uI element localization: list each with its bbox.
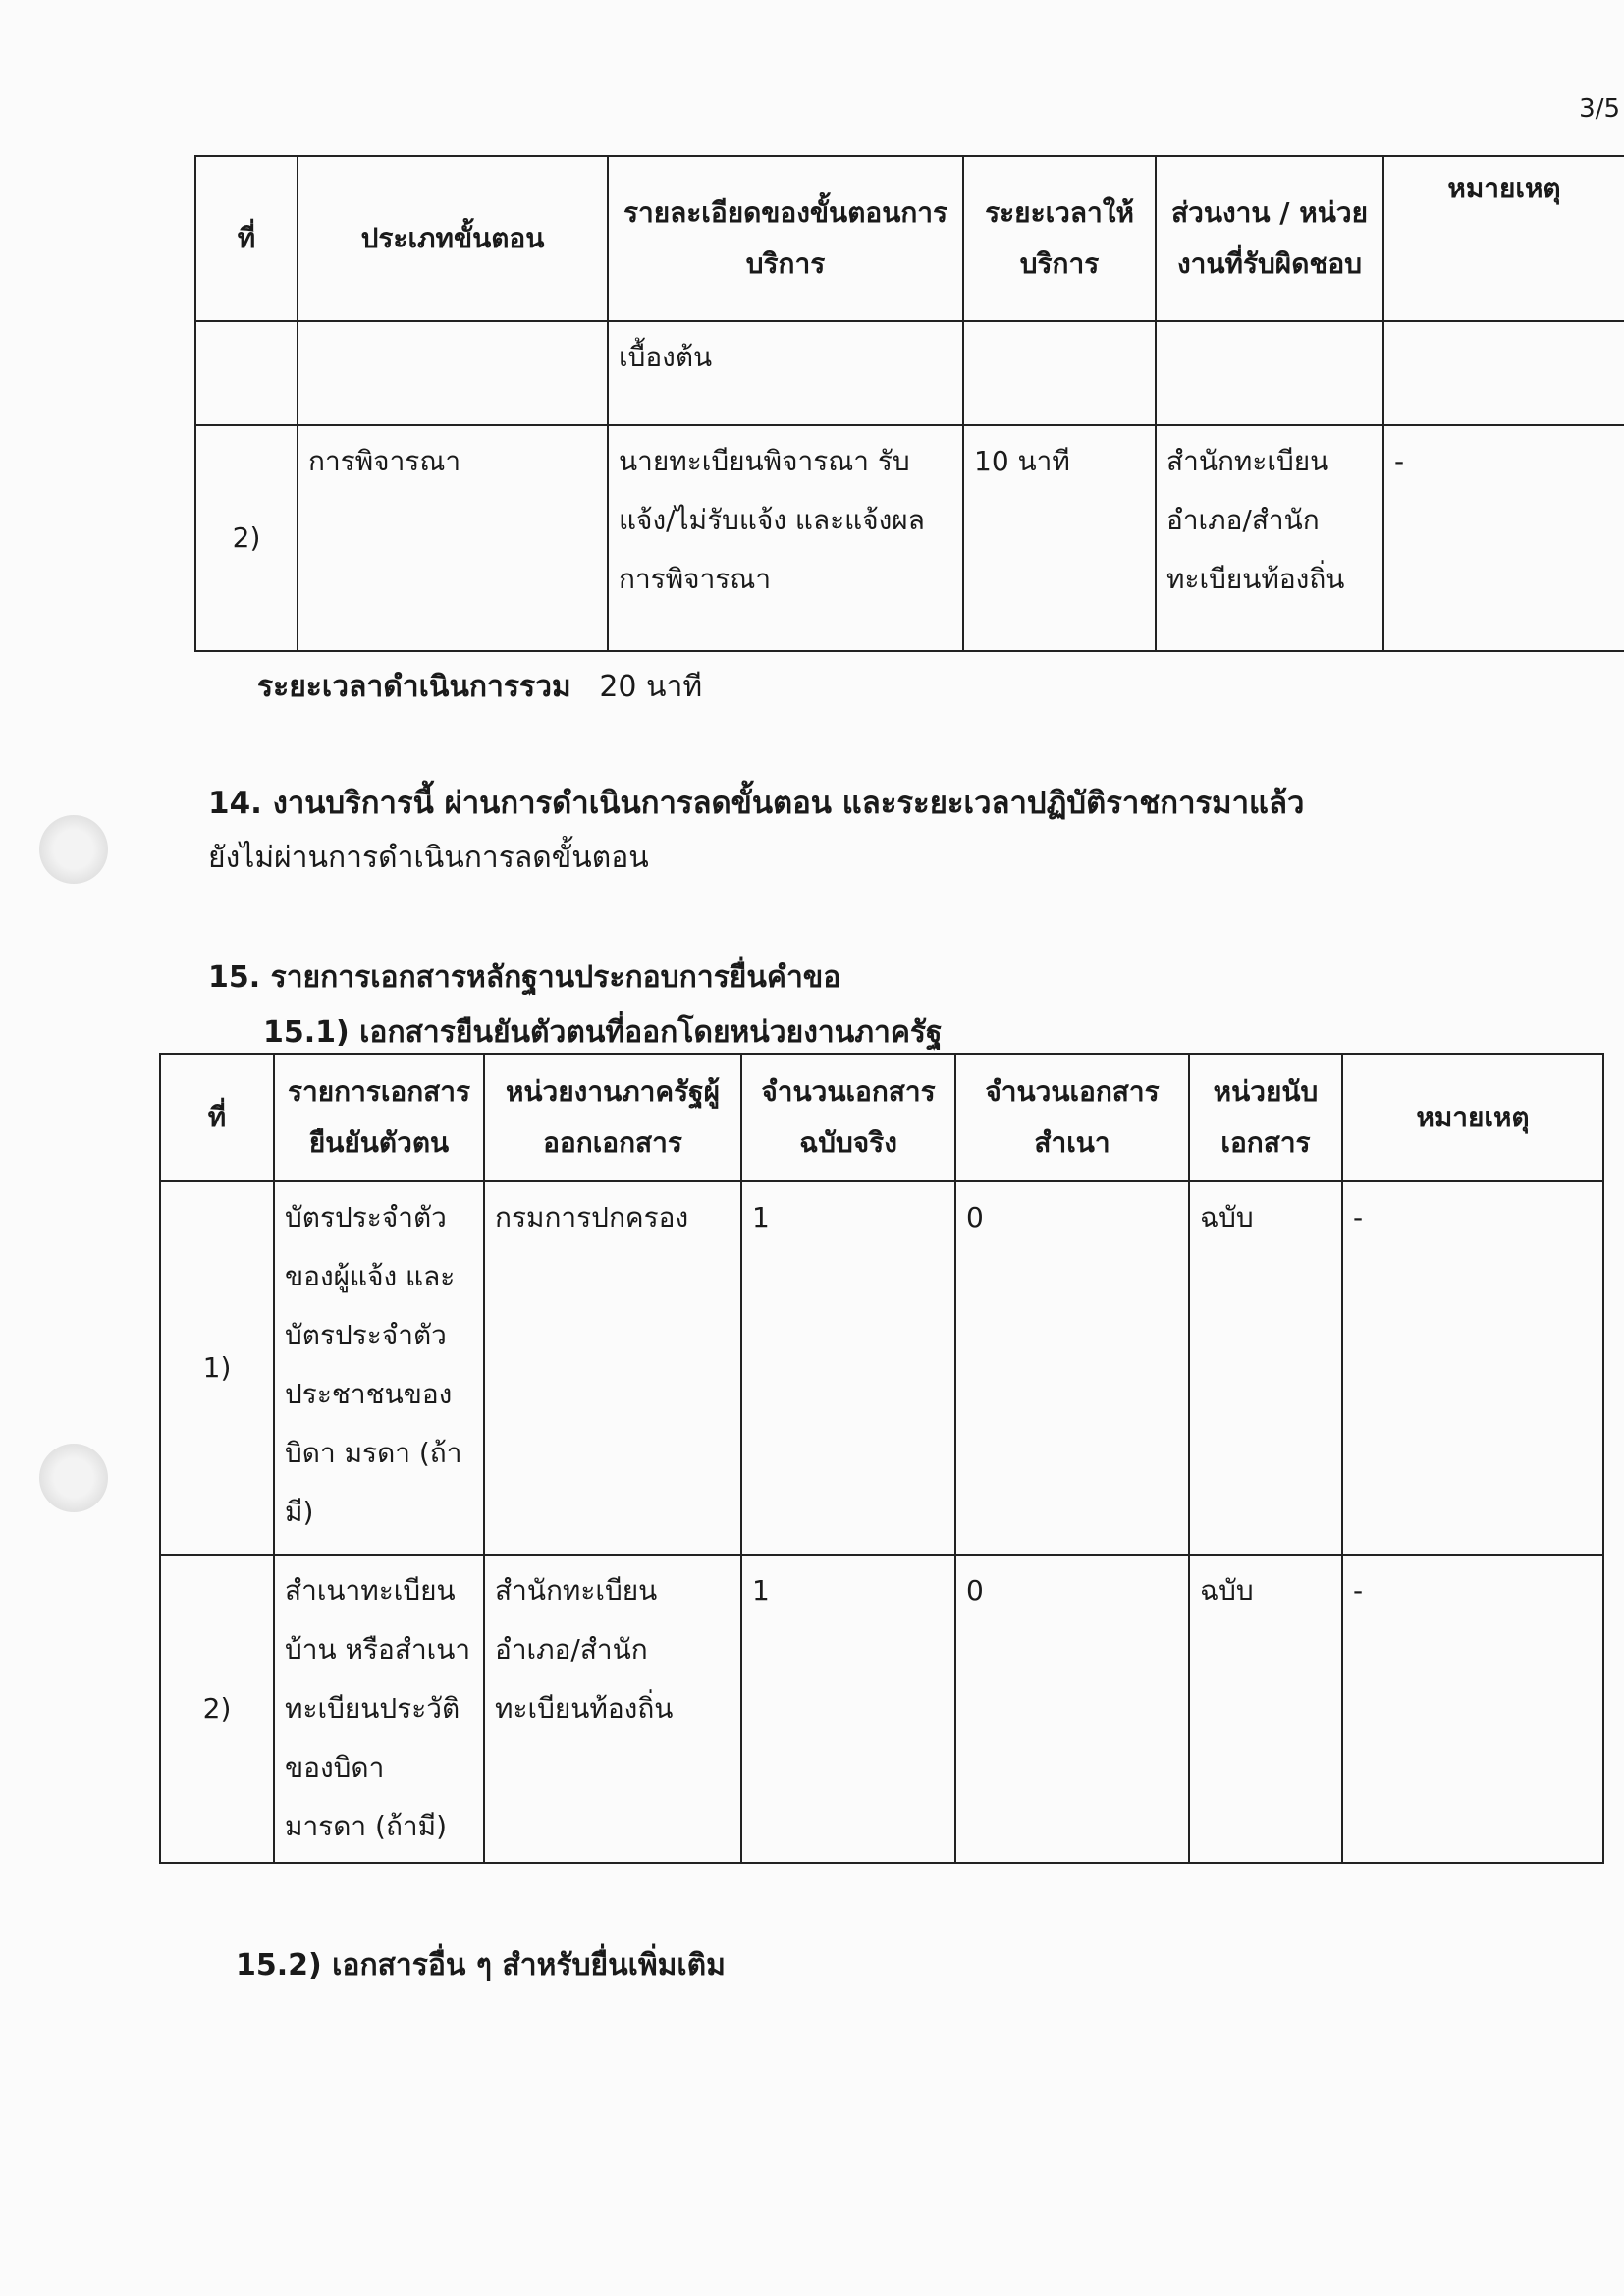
doc-unit: ฉบับ bbox=[1189, 1181, 1342, 1555]
doc-original: 1 bbox=[741, 1181, 955, 1555]
table-header-row bbox=[160, 1054, 1603, 1181]
col-remark-header: หมายเหตุ bbox=[1342, 1054, 1603, 1181]
doc-name: สำเนาทะเบียนบ้าน หรือสำเนาทะเบียนประวัติของบิดา มารดา (ถ้ามี) bbox=[274, 1555, 484, 1863]
col-duration-header: ระยะเวลาให้บริการ bbox=[963, 156, 1156, 321]
col-no-header: ที่ bbox=[160, 1054, 274, 1181]
col-remark-header: หมายเหตุ bbox=[1383, 156, 1624, 321]
doc-no: 2) bbox=[160, 1555, 274, 1863]
total-time-label: ระยะเวลาดำเนินการรวม bbox=[257, 670, 571, 704]
page-number: 3/5 bbox=[1579, 94, 1620, 124]
step-type: การพิจารณา bbox=[298, 425, 608, 651]
table-row bbox=[160, 1181, 1603, 1555]
col-type-header: ประเภทขั้นตอน bbox=[298, 156, 608, 321]
table-row bbox=[195, 321, 1624, 425]
col-original-header: จำนวนเอกสารฉบับจริง bbox=[741, 1054, 955, 1181]
doc-copy: 0 bbox=[955, 1555, 1189, 1863]
section14-answer: ยังไม่ผ่านการดำเนินการลดขั้นตอน bbox=[208, 841, 649, 875]
punch-hole-top bbox=[39, 815, 108, 884]
section15-1-title: 15.1) เอกสารยืนยันตัวตนที่ออกโดยหน่วยงานภาครัฐ bbox=[263, 1015, 943, 1050]
table-row bbox=[195, 425, 1624, 651]
col-unit-header: ส่วนงาน / หน่วยงานที่รับผิดชอบ bbox=[1156, 156, 1383, 321]
doc-original: 1 bbox=[741, 1555, 955, 1863]
doc-no: 1) bbox=[160, 1181, 274, 1555]
doc-unit: ฉบับ bbox=[1189, 1555, 1342, 1863]
doc-name: บัตรประจำตัวของผู้แจ้ง และบัตรประจำตัวประชาชนของบิดา มรดา (ถ้ามี) bbox=[274, 1181, 484, 1555]
punch-hole-bottom bbox=[39, 1444, 108, 1512]
doc-remark: - bbox=[1342, 1181, 1603, 1555]
step-remark: - bbox=[1383, 425, 1624, 651]
doc-remark: - bbox=[1342, 1555, 1603, 1863]
doc-copy: 0 bbox=[955, 1181, 1189, 1555]
doc-issuer: กรมการปกครอง bbox=[484, 1181, 741, 1555]
step-no: 2) bbox=[195, 425, 298, 651]
col-detail-header: รายละเอียดของขั้นตอนการบริการ bbox=[608, 156, 963, 321]
table-header-row bbox=[195, 156, 1624, 321]
step-unit: สำนักทะเบียนอำเภอ/สำนักทะเบียนท้องถิ่น bbox=[1156, 425, 1383, 651]
col-doc-header: รายการเอกสารยืนยันตัวตน bbox=[274, 1054, 484, 1181]
col-docunit-header: หน่วยนับเอกสาร bbox=[1189, 1054, 1342, 1181]
table-row bbox=[160, 1555, 1603, 1863]
service-steps-table bbox=[194, 155, 1624, 652]
section15-title: 15. รายการเอกสารหลักฐานประกอบการยื่นคำขอ bbox=[208, 960, 841, 995]
step-duration: 10 นาที bbox=[963, 425, 1156, 651]
col-issuer-header: หน่วยงานภาครัฐผู้ออกเอกสาร bbox=[484, 1054, 741, 1181]
total-time bbox=[257, 664, 702, 710]
doc-issuer: สำนักทะเบียนอำเภอ/สำนักทะเบียนท้องถิ่น bbox=[484, 1555, 741, 1863]
section14-title: 14. งานบริการนี้ ผ่านการดำเนินการลดขั้นตอน และระยะเวลาปฏิบัติราชการมาแล้ว bbox=[208, 786, 1305, 821]
section15-2-title: 15.2) เอกสารอื่น ๆ สำหรับยื่นเพิ่มเติม bbox=[236, 1948, 726, 1983]
step-detail: นายทะเบียนพิจารณา รับแจ้ง/ไม่รับแจ้ง และแจ้งผลการพิจารณา bbox=[608, 425, 963, 651]
col-copy-header: จำนวนเอกสารสำเนา bbox=[955, 1054, 1189, 1181]
col-no-header: ที่ bbox=[195, 156, 298, 321]
identity-docs-table bbox=[159, 1053, 1604, 1864]
total-time-value: 20 นาที bbox=[599, 670, 703, 704]
continued-detail: เบื้องต้น bbox=[608, 321, 963, 425]
